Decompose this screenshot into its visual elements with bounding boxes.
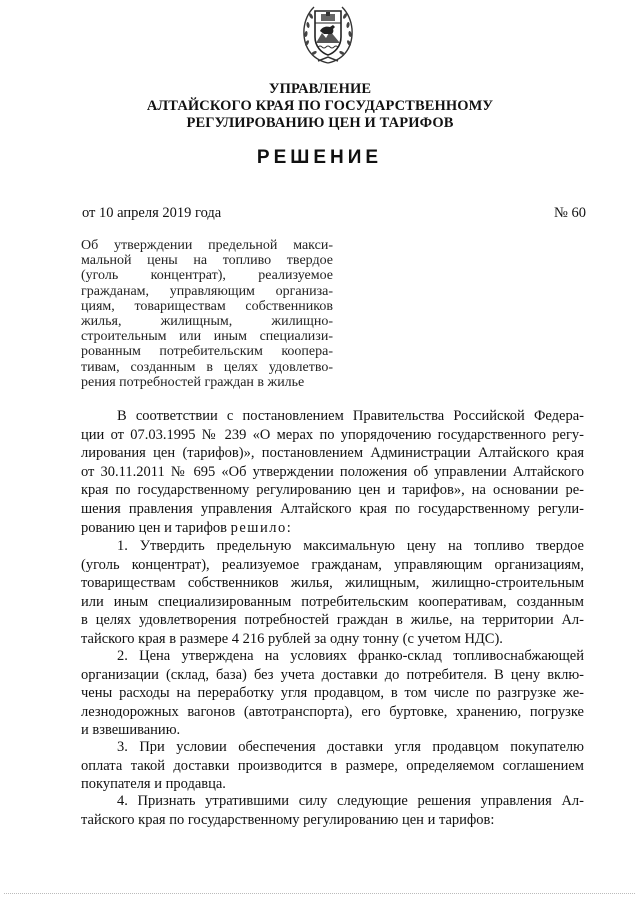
- preamble-last-suffix: :: [286, 519, 291, 536]
- preamble-line: ции от 07.03.1995 № 239 «О мерах по упорядочению государственного регу-: [81, 426, 584, 443]
- item-line: тайского края по государственному регулированию цен и тарифов:: [81, 811, 495, 828]
- decided-word: решило: [230, 519, 287, 536]
- subject-line: (уголь концентрат), реализуемое: [81, 268, 333, 284]
- preamble-paragraph: [81, 407, 584, 537]
- item-line: чены расходы на переработку угля продавцом, в том числе по разгрузке же-: [81, 685, 584, 702]
- item-line: 3. При условии обеспечения доставки угля продавцом покупателю: [117, 739, 584, 755]
- preamble-line: В соответствии с постановлением Правительства Российской Федера-: [117, 408, 584, 424]
- org-line-3: РЕГУЛИРОВАНИЮ ЦЕН И ТАРИФОВ: [186, 115, 454, 131]
- page-bottom-divider: [4, 893, 635, 894]
- preamble-line: лирования цен (тарифов)», постановлением Администрации Алтайского края: [81, 445, 584, 462]
- item-line: тайского края в размере 4 216 рублей за одну тонну (с учетом НДС).: [81, 630, 503, 647]
- subject-line: тивам, созданным в целях удовлетво-: [81, 359, 333, 375]
- item-1-paragraph: [81, 537, 584, 649]
- item-3-paragraph: [81, 738, 584, 794]
- document-number: № 60: [554, 205, 586, 221]
- item-line: организации (склад, база) без учета доставки до потребителя. В цену вклю-: [81, 666, 584, 683]
- subject-line: строительным или иным специализи-: [81, 329, 333, 345]
- preamble-last-prefix: рованию цен и тарифов: [81, 519, 231, 536]
- preamble-last-line: [81, 519, 584, 538]
- subject-line: мальной цены на топливо твердое: [81, 253, 333, 269]
- altai-krai-coat-of-arms-icon: [300, 3, 356, 65]
- item-line: (уголь концентрат), реализуемое гражданам, управляющим организациям,: [81, 556, 584, 573]
- org-line-2: АЛТАЙСКОГО КРАЯ ПО ГОСУДАРСТВЕННОМУ: [146, 98, 494, 114]
- item-line: лезнодорожных вагонов (автотранспорта), его буртовке, хранению, погрузке: [81, 703, 584, 720]
- preamble-line: от 30.11.2011 № 695 «Об утверждении положения об управлении Алтайского: [81, 463, 584, 480]
- org-line-1: УПРАВЛЕНИЕ: [268, 81, 372, 97]
- item-line: или иным специализированным потребительским кооперативам, созданным: [81, 593, 584, 610]
- document-type-title: РЕШЕНИЕ: [256, 147, 383, 168]
- subject-line: циям, товариществам собственников: [81, 298, 333, 314]
- item-line: покупателя и продавца.: [81, 776, 226, 793]
- preamble-line: края по государственному регулированию цен и тарифов», на основании ре-: [81, 482, 584, 499]
- subject-line: гражданам, управляющим организа-: [81, 283, 333, 299]
- item-line: 4. Признать утратившими силу следующие решения управления Ал-: [117, 793, 584, 809]
- subject-line: рованным потребительским коопера-: [81, 344, 333, 360]
- subject-line: жилья, жилищным, жилищно-: [81, 314, 333, 330]
- item-line: в целях удовлетворения потребностей граждан в жилье, на территории Ал-: [81, 612, 584, 629]
- item-line: 2. Цена утверждена на условиях франко-склад топливоснабжающей: [117, 648, 584, 664]
- item-line: 1. Утвердить предельную максимальную цену на топливо твердое: [117, 538, 584, 554]
- subject-line: Об утверждении предельной макси-: [81, 238, 333, 253]
- item-line: и взвешиванию.: [81, 722, 181, 739]
- document-date: от 10 апреля 2019 года: [82, 205, 222, 221]
- item-4-paragraph: [81, 792, 584, 829]
- item-line: оплата такой доставки производится в размере, определяемом соглашением: [81, 757, 584, 774]
- item-line: товариществам собственников жилья, жилищным, жилищно-строительным: [81, 575, 584, 592]
- document-subject: [81, 238, 333, 390]
- subject-line: рения потребностей граждан в жилье: [81, 374, 305, 390]
- item-2-paragraph: [81, 647, 584, 740]
- organization-name: [60, 81, 580, 132]
- preamble-line: шения правления управления Алтайского края по государственному регули-: [81, 500, 584, 517]
